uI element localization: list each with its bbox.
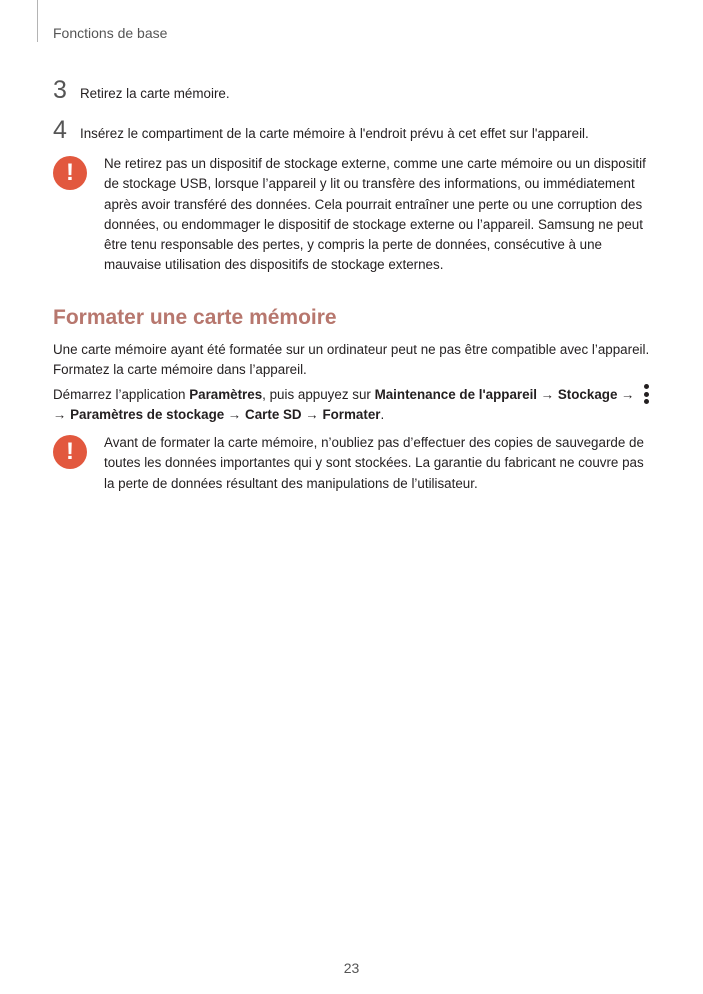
step-3 bbox=[53, 78, 230, 103]
instruction-paragraph: Démarrez l’application Paramètres, puis appuyez sur Maintenance de l'appareil → Stockage → → Paramètres de stockage → Carte SD → Formater. bbox=[53, 384, 653, 426]
menu-path-format: Formater bbox=[322, 407, 381, 423]
caution-notice bbox=[53, 433, 653, 494]
step-text: Insérez le compartiment de la carte mémoire à l'endroit prévu à cet effet sur l'appareil. bbox=[80, 126, 589, 141]
caution-icon: ! bbox=[53, 156, 87, 190]
page-number: 23 bbox=[343, 960, 360, 976]
menu-path-storage-settings: Paramètres de stockage bbox=[70, 407, 225, 423]
step-number: 3 bbox=[53, 76, 67, 104]
step-number: 4 bbox=[53, 116, 67, 144]
section-header: Fonctions de base bbox=[53, 25, 168, 41]
caution-text: Avant de formater la carte mémoire, n’oubliez pas d’effectuer des copies de sauvegarde de toutes les données importantes qui y sont stockées. La garantie du fabricant ne couvre pas la perte de données résultant des manipulations de l’utilisateur. bbox=[104, 435, 644, 491]
caution-notice bbox=[53, 154, 653, 276]
step-text: Retirez la carte mémoire. bbox=[80, 86, 230, 101]
intro-paragraph: Une carte mémoire ayant été formatée sur un ordinateur peut ne pas être compatible avec l’appareil. Formatez la carte mémoire dans l’appareil. bbox=[53, 342, 650, 378]
caution-text: Ne retirez pas un dispositif de stockage externe, comme une carte mémoire ou un dispositif de stockage USB, lorsque l’appareil y lit ou transfère des informations, ou immédiatement après avoir transféré des données. Cela pourrait entraîner une perte ou une corruption des données, ou endommager le dispositif de stockage externe ou l’appareil. Samsung ne peut être tenu responsable des pertes, y compris la perte de données, consécutive à une mauvaise utilisation des dispositifs de stockage externes. bbox=[104, 156, 646, 273]
caution-icon: ! bbox=[53, 435, 87, 469]
menu-path-settings: Paramètres bbox=[189, 387, 263, 402]
header-rule bbox=[37, 0, 38, 42]
menu-path-sd-card: Carte SD bbox=[245, 407, 302, 423]
menu-path-storage: Stockage bbox=[557, 387, 618, 402]
section-title: Formater une carte mémoire bbox=[53, 306, 337, 329]
more-options-icon bbox=[644, 384, 649, 404]
step-4 bbox=[53, 118, 589, 143]
menu-path-device-care: Maintenance de l'appareil bbox=[374, 387, 538, 402]
